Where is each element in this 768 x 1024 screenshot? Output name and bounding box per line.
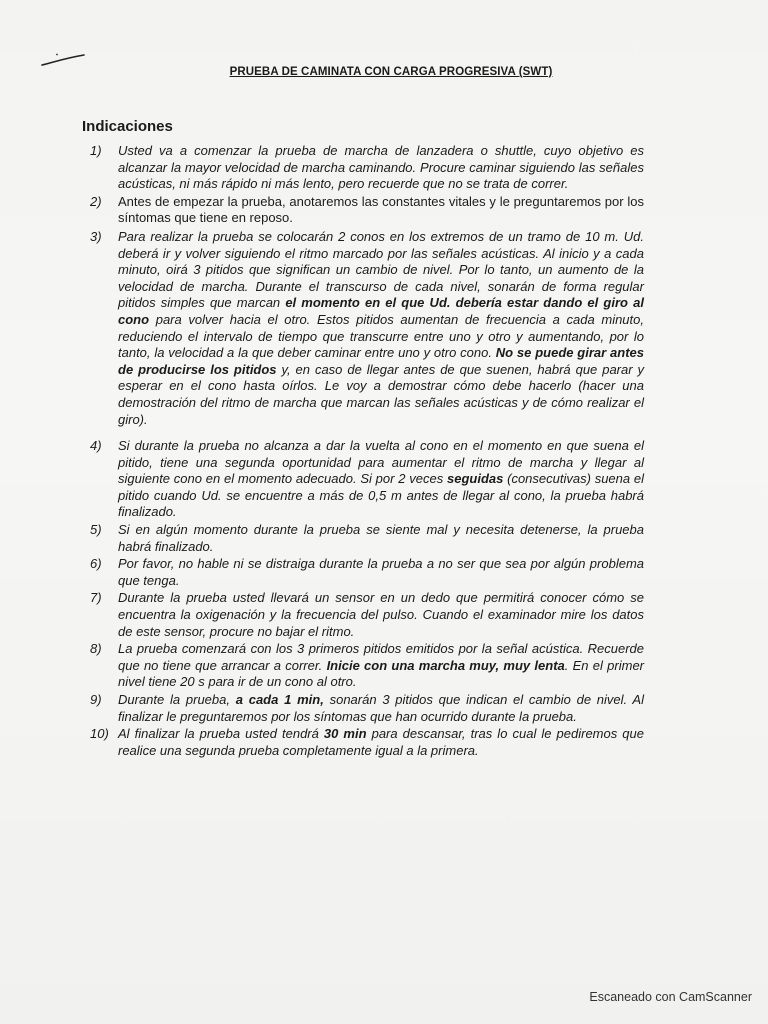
- item-text: (consecutivas) suena el pitido cuando Ud. se encuentre a más de 0,5 m antes de llegar al cono, la prueba habrá finalizado.: [118, 471, 645, 520]
- item-number: 6): [90, 556, 102, 572]
- item-text-bold: 30 min: [323, 726, 367, 742]
- section-heading: Indicaciones: [82, 118, 173, 135]
- item-text: y, en caso de llegar antes de que suenen, habrá que parar y esperar en el cono hasta oírlos. Le voy a demostrar cómo debe hacerlo (hacer una demostración del ritmo de marcha que marcan las señales acústicas y de cómo realizar el giro).: [118, 361, 644, 427]
- item-text: Durante la prueba usted llevará un sensor en un dedo que permitirá conocer cómo se encuentra la oxigenación y la frecuencia del pulso. Cuando el examinador mire los datos de este sensor, procure no bajar el ritmo.: [118, 590, 644, 639]
- item-number: 5): [90, 522, 102, 538]
- list-item: [88, 726, 644, 759]
- item-text: sonarán 3 pitidos que indican el cambio de nivel. Al finalizar le preguntaremos por los síntomas que han ocurrido durante la prueba.: [118, 692, 644, 724]
- instructions-list: [88, 143, 644, 759]
- item-number: 1): [90, 143, 102, 158]
- item-text: Durante la prueba,: [118, 692, 236, 707]
- list-item: [88, 522, 644, 555]
- list-item: [88, 692, 644, 725]
- item-number: 8): [90, 641, 102, 657]
- list-item: [88, 641, 644, 691]
- item-number: 10): [90, 726, 109, 742]
- list-item: [88, 590, 644, 640]
- scanner-watermark: Escaneado con CamScanner: [589, 990, 752, 1004]
- item-number: 9): [90, 692, 102, 707]
- item-text: La prueba comenzará con los 3 primeros pitidos emitidos por la señal acústica. Recuerde que no tiene que arrancar a correr.: [118, 641, 644, 673]
- item-text: Al finalizar la prueba usted tendrá: [118, 726, 324, 742]
- item-text: Si durante la prueba no alcanza a dar la vuelta al cono en el momento en que suena el pitido, tiene una segunda oportunidad para aumentar el ritmo de marcha y llegar al siguiente cono en el momento adecuado. Si por 2 veces: [118, 438, 644, 487]
- item-text-bold: el momento en el que Ud. debería estar dando el giro al cono: [118, 295, 644, 327]
- item-text: Antes de empezar la prueba, anotaremos las constantes vitales y le preguntaremos por los síntomas que tiene en reposo.: [118, 193, 644, 226]
- item-number: 7): [90, 590, 102, 606]
- list-item: [88, 438, 644, 521]
- list-item: [88, 229, 644, 428]
- item-text: para volver hacia el otro. Estos pitidos aumentan de frecuencia a cada minuto, reduciendo el intervalo de tiempo que transcurre entre uno y otro y aumentando, por lo tanto, la velocidad a la que deber caminar entre uno y otro cono.: [118, 311, 644, 361]
- list-item: [88, 143, 644, 193]
- item-text-bold: a cada 1 min,: [235, 692, 324, 707]
- item-text: Para realizar la prueba se colocarán 2 conos en los extremos de un tramo de 10 m. Ud. deberá ir y volver siguiendo el ritmo marcado por las señales acústicas. Al inicio y a cada minuto, oirá 3 pitidos que significan un cambio de nivel. Por lo tanto, un aumento de la velocidad de marcha. Durante el transcurso de cada nivel, sonarán de forma regular pitidos simples que marcan: [118, 228, 644, 311]
- item-text: . En el primer nivel tiene 20 s para ir de un cono al otro.: [118, 657, 645, 690]
- item-text: Si en algún momento durante la prueba se siente mal y necesita detenerse, la prueba habrá finalizado.: [118, 522, 644, 554]
- item-text: para descansar, tras lo cual le pediremos que realice una segunda prueba completamente igual a la primera.: [118, 726, 644, 758]
- item-text: Por favor, no hable ni se distraiga durante la prueba a no ser que sea por algún problema que tenga.: [118, 556, 644, 588]
- item-text-bold: No se puede girar antes de producirse los pitidos: [118, 345, 644, 377]
- item-number: 4): [90, 438, 102, 454]
- item-text-bold: Inicie con una marcha muy, muy lenta: [326, 657, 565, 673]
- list-item: [88, 194, 644, 227]
- document-title: PRUEBA DE CAMINATA CON CARGA PROGRESIVA (SWT): [229, 66, 553, 78]
- list-item: [88, 556, 644, 589]
- item-text: Usted va a comenzar la prueba de marcha de lanzadera o shuttle, cuyo objetivo es alcanzar la mayor velocidad de marcha caminando. Procure caminar siguiendo las señales acústicas, ni más rápido ni más lento, pero recuerde que no se trata de correr.: [118, 143, 644, 192]
- item-text-bold: seguidas: [446, 471, 504, 487]
- item-number: 3): [90, 228, 102, 244]
- item-number: 2): [90, 193, 102, 209]
